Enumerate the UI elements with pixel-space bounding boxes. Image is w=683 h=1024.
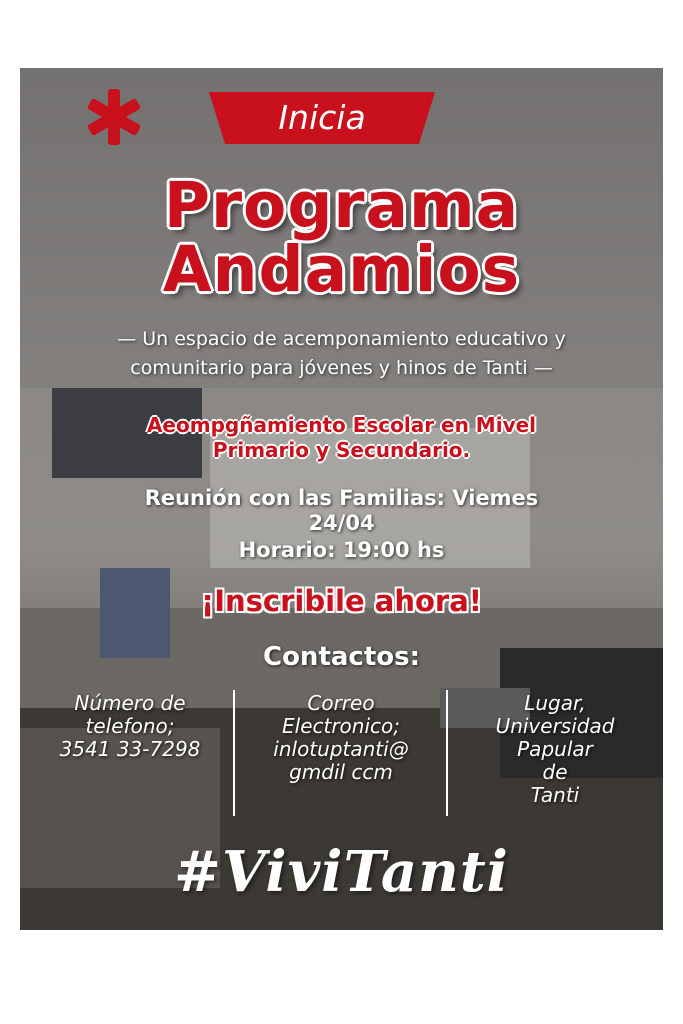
level-line1: Aeompgñamiento Escolar en Mivel [146, 413, 537, 437]
email-address-line2: gmdil ccm [289, 760, 393, 784]
poster [20, 68, 663, 930]
register-call-to-action: ¡Inscribile ahora! [201, 584, 482, 618]
phone-contact [30, 692, 230, 761]
level-line2: Primario y Secundario. [212, 438, 471, 462]
meeting-time: Horario: 19:00 hs [238, 538, 445, 562]
place-line5: Tanti [530, 783, 580, 807]
place-line4: de [542, 760, 568, 784]
place-contact [450, 692, 660, 807]
email-label-line1: Correo [307, 691, 375, 715]
program-title-line1: Programa [163, 169, 520, 242]
email-address-line1: inlotuptanti@ [273, 737, 409, 761]
email-contact [238, 692, 444, 784]
place-line2: Universidad [495, 714, 615, 738]
banner-label: Inicia [278, 98, 366, 137]
asterisk-icon [84, 87, 144, 147]
phone-number: 3541 33-7298 [59, 737, 201, 761]
contact-divider [233, 690, 235, 816]
contact-divider [446, 690, 448, 816]
hashtag: #ViviTanti [174, 839, 509, 905]
meeting-date: 24/04 [308, 511, 375, 535]
place-line1: Lugar, [524, 691, 586, 715]
program-title-line2: Andamios [162, 233, 521, 306]
phone-label-line2: telefono; [85, 714, 175, 738]
place-line3: Papular [517, 737, 593, 761]
phone-label-line1: Número de [74, 691, 186, 715]
subtitle-line2: comunitario para jóvenes y hinos de Tanti — [130, 357, 553, 379]
subtitle-line1: — Un espacio de acemponamiento educativo y [117, 328, 566, 350]
contacts-heading: Contactos: [262, 642, 420, 672]
meeting-line1: Reunión con las Familias: Viemes [144, 486, 539, 510]
email-label-line2: Electronico; [282, 714, 400, 738]
